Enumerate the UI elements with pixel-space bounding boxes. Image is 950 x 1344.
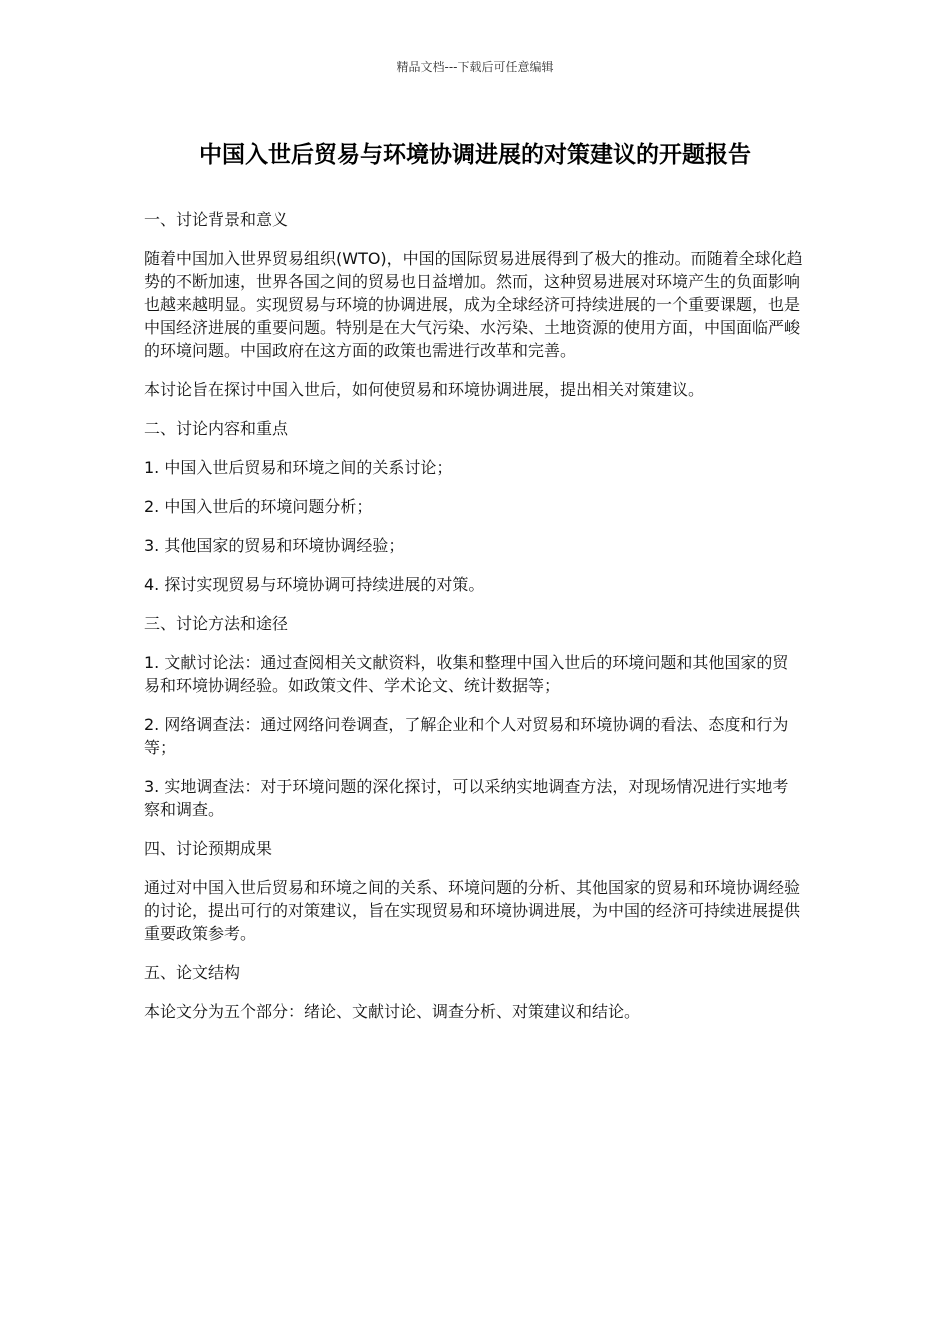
list-item-content-4: 4. 探讨实现贸易与环境协调可持续进展的对策。 [144,575,485,594]
paragraph-structure: 本论文分为五个部分：绪论、文献讨论、调查分析、对策建议和结论。 [144,1002,641,1021]
list-item-content-2: 2. 中国入世后的环境问题分析； [144,497,373,516]
list-item-content-1: 1. 中国入世后贸易和环境之间的关系讨论； [144,458,453,477]
section-heading-results: 四、讨论预期成果 [144,839,273,858]
list-item-method-1: 1. 文献讨论法：通过查阅相关文献资料，收集和整理中国入世后的环境问题和其他国家的贸易和环境协调经验。如政策文件、学术论文、统计数据等； [144,653,789,695]
section-heading-methods: 三、讨论方法和途径 [144,614,289,633]
list-item-method-3: 3. 实地调查法：对于环境问题的深化探讨，可以采纳实地调查方法，对现场情况进行实地考察和调查。 [144,777,789,819]
list-item-method-2: 2. 网络调查法：通过网络问卷调查，了解企业和个人对贸易和环境协调的看法、态度和行为等； [144,715,789,757]
section-heading-structure: 五、论文结构 [144,963,241,982]
list-item-content-3: 3. 其他国家的贸易和环境协调经验； [144,536,405,555]
section-heading-background: 一、讨论背景和意义 [144,210,289,229]
document-title: 中国入世后贸易与环境协调进展的对策建议的开题报告 [199,142,751,168]
document-body [144,208,804,1039]
paragraph-purpose: 本讨论旨在探讨中国入世后，如何使贸易和环境协调进展，提出相关对策建议。 [144,380,705,399]
header-note: 精品文档---下载后可任意编辑 [396,60,554,74]
paragraph-results: 通过对中国入世后贸易和环境之间的关系、环境问题的分析、其他国家的贸易和环境协调经验的讨论，提出可行的对策建议，旨在实现贸易和环境协调进展，为中国的经济可持续进展提供重要政策参考。 [144,878,801,943]
section-heading-content: 二、讨论内容和重点 [144,419,289,438]
paragraph-background: 随着中国加入世界贸易组织(WTO)，中国的国际贸易进展得到了极大的推动。而随着全球化趋势的不断加速，世界各国之间的贸易也日益增加。然而，这种贸易进展对环境产生的负面影响也越来越明显。实现贸易与环境的协调进展，成为全球经济可持续进展的一个重要课题，也是中国经济进展的重要问题。特别是在大气污染、水污染、土地资源的使用方面，中国面临严峻的环境问题。中国政府在这方面的政策也需进行改革和完善。 [144,249,803,360]
